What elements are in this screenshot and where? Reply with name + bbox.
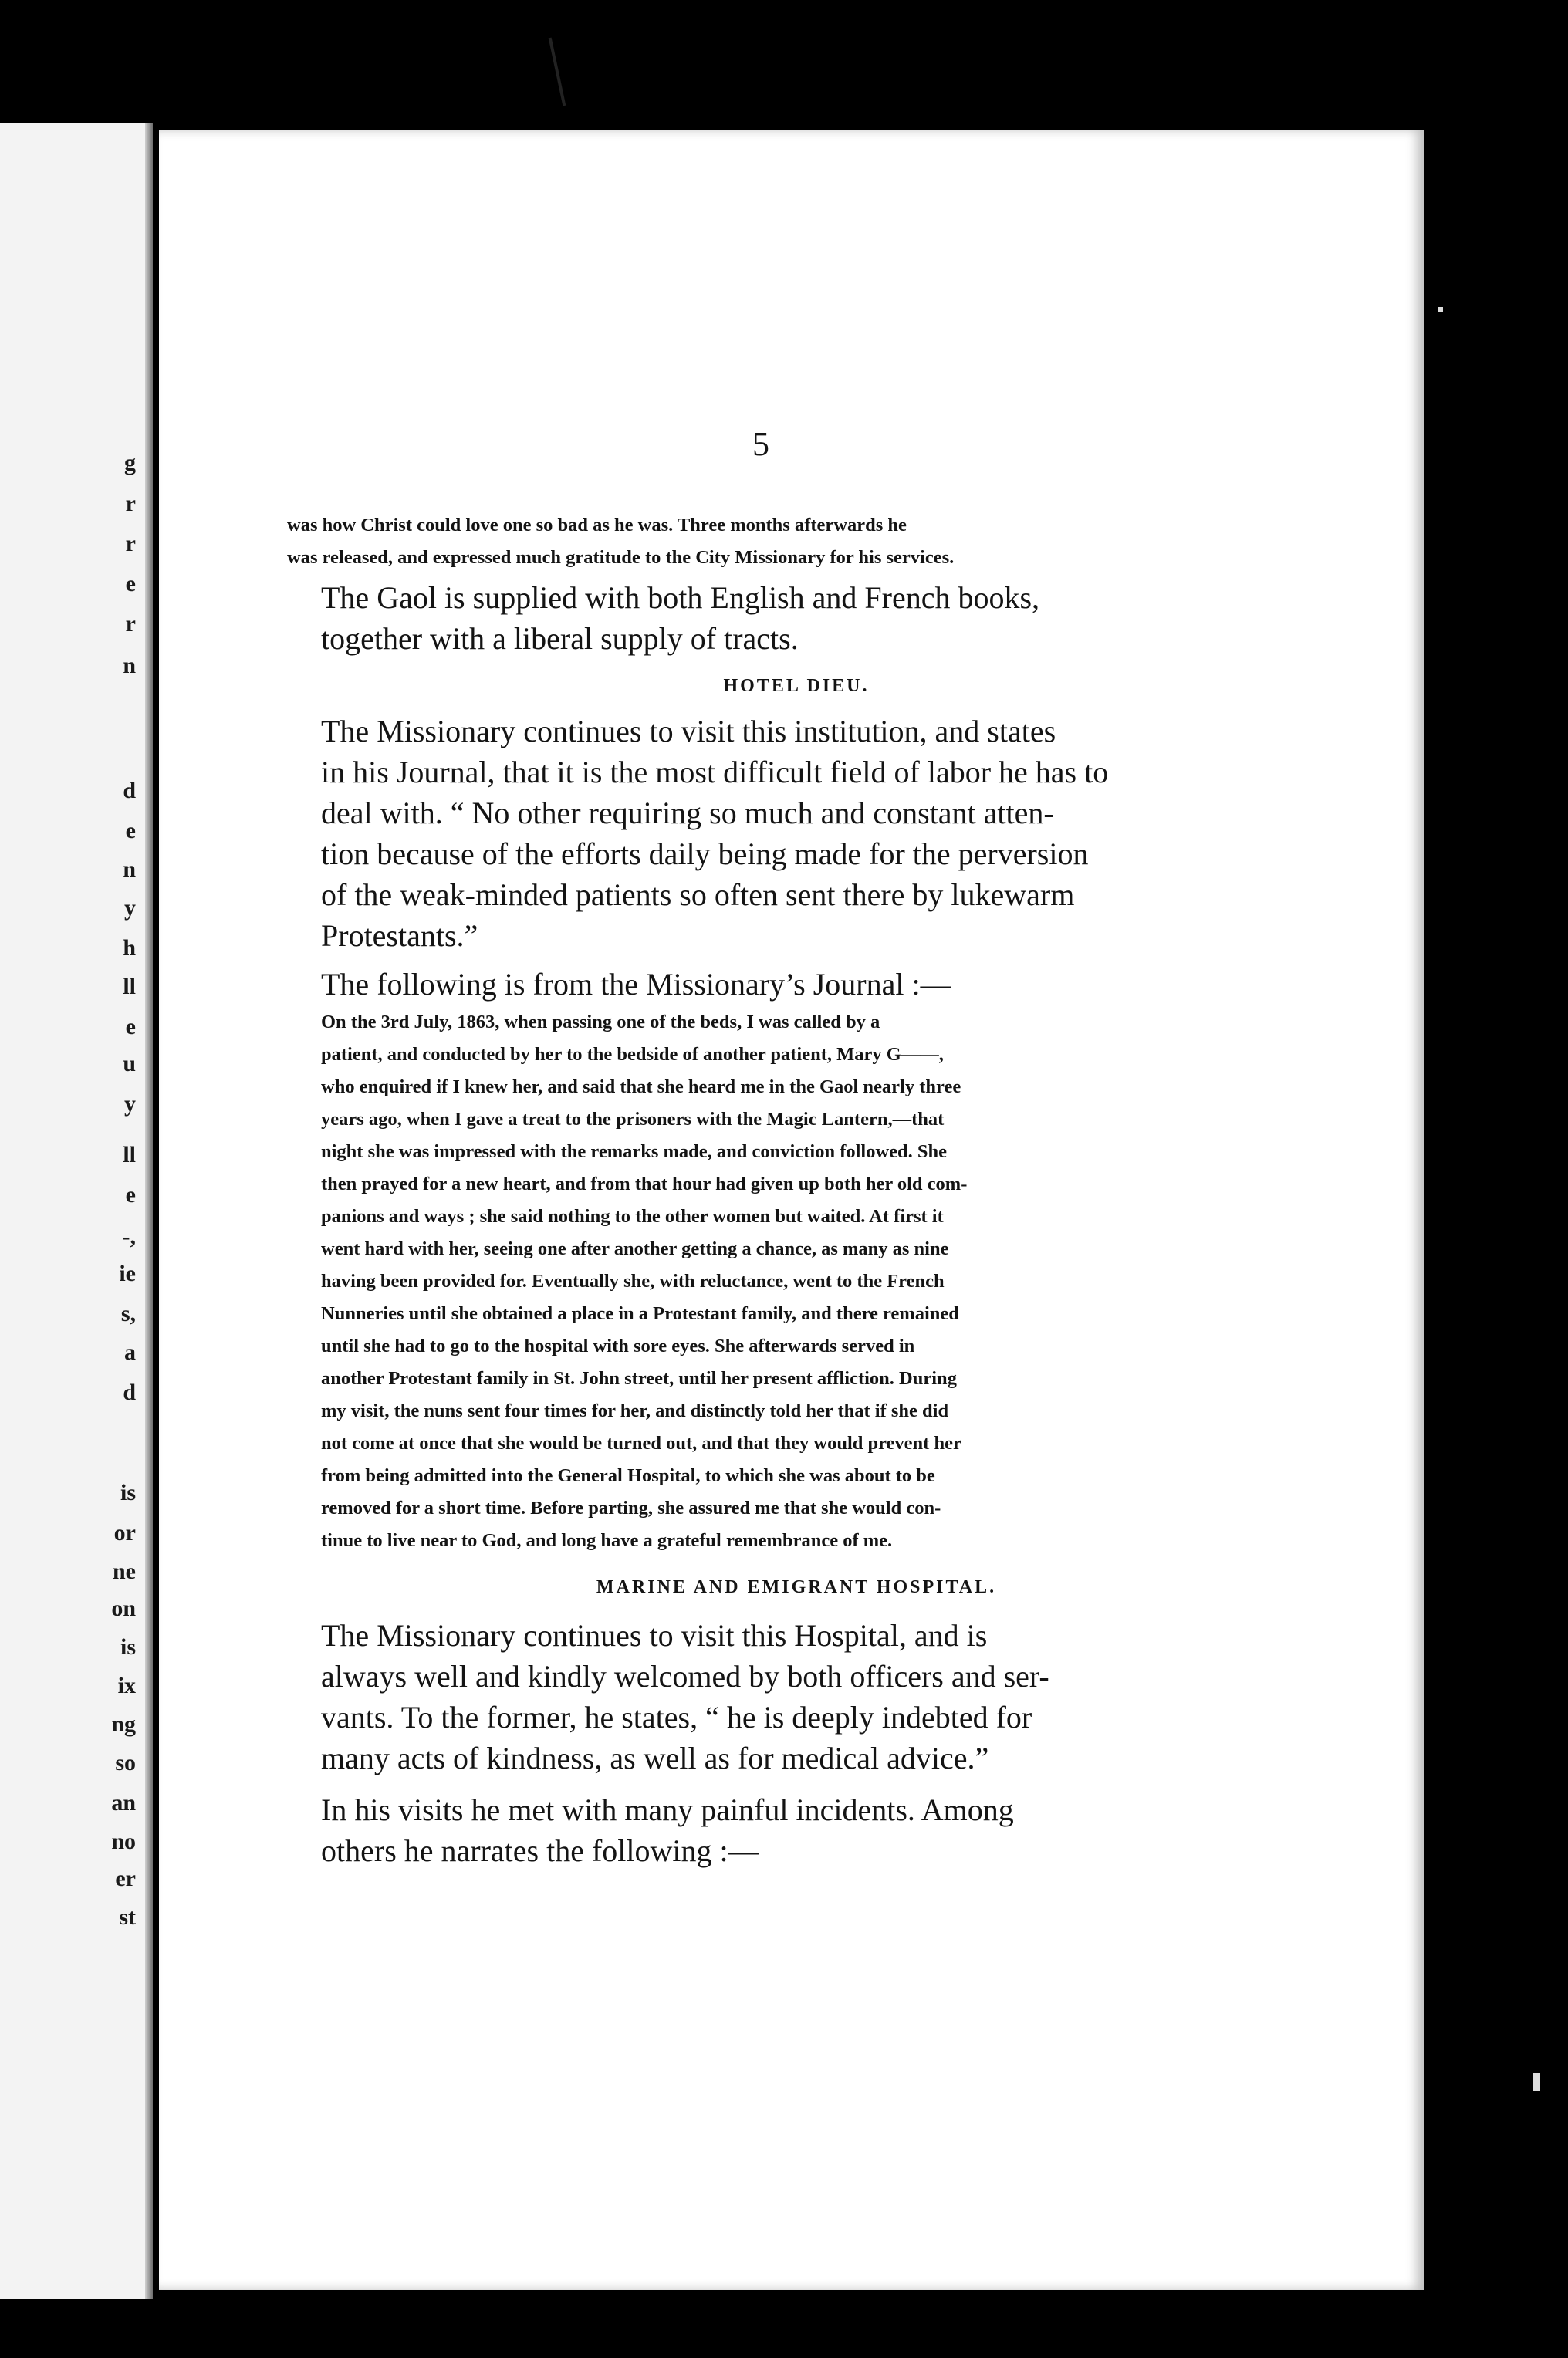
text-line: patient, and conducted by her to the bedside of another patient, Mary G——, [321,1044,944,1065]
text-line: was how Christ could love one so bad as he was. Three months afterwards he [287,515,907,535]
text-line: years ago, when I gave a treat to the prisoners with the Magic Lantern,—that [321,1109,945,1130]
left-page-fragment: ne [113,1559,136,1584]
left-page-fragment: e [125,818,136,843]
left-page-fragment: ll [123,974,136,999]
left-page-fragment: n [123,856,136,882]
scan-speck [1438,307,1443,312]
page-content [287,509,1306,1871]
left-page-fragment: is [120,1480,136,1505]
left-page-fragment: st [119,1904,136,1930]
text-line: tion because of the efforts daily being made for the perversion [321,836,1089,871]
left-facing-page [0,123,153,2299]
left-page-fragment: or [113,1520,136,1546]
marine-hospital-paragraph [287,1615,1306,1779]
text-line: night she was impressed with the remarks made, and conviction followed. She [321,1141,948,1162]
text-line: together with a liberal supply of tracts. [321,621,799,656]
section-heading-marine-hospital: MARINE AND EMIGRANT HOSPITAL. [596,1577,997,1597]
page-number: 5 [752,425,769,463]
left-page-fragment: on [111,1596,136,1621]
left-page-fragment: ng [111,1711,136,1737]
visits-paragraph [287,1789,1306,1871]
journal-intro: The following is from the Missionary’s Journal :— [321,967,951,1002]
left-page-fragment: u [123,1051,136,1076]
journal-entry [287,1006,1306,1557]
left-page-fragment: n [123,653,136,678]
hotel-dieu-paragraph [287,711,1306,956]
left-page-fragment: r [125,611,136,637]
left-page-fragment: r [125,531,136,556]
text-line: always well and kindly welcomed by both officers and ser- [321,1659,1049,1694]
gaol-paragraph [287,577,1306,659]
left-page-fragment: er [115,1866,136,1891]
left-page-fragment: ie [119,1261,136,1286]
text-line: tinue to live near to God, and long have a grateful remembrance of me. [321,1530,893,1551]
text-line: of the weak-minded patients so often sent there by lukewarm [321,877,1075,912]
left-page-fragment: r [125,491,136,516]
left-page-fragment: y [124,1091,136,1117]
text-line: then prayed for a new heart, and from that hour had given up both her old com- [321,1174,968,1194]
text-line: another Protestant family in St. John street, until her present affliction. During [321,1368,957,1389]
text-line: On the 3rd July, 1863, when passing one of the beds, I was called by a [321,1012,880,1032]
scan-speck [1533,2073,1540,2091]
left-page-fragment: is [120,1634,136,1660]
left-page-fragment: g [124,450,136,475]
left-page-fragment: e [125,1014,136,1039]
text-line: Protestants.” [321,918,478,953]
text-line: In his visits he met with many painful incidents. Among [321,1792,1014,1827]
section-heading-hotel-dieu: HOTEL DIEU. [723,676,870,696]
left-page-fragment: a [124,1339,136,1365]
text-line: having been provided for. Eventually she, with reluctance, went to the French [321,1271,945,1292]
left-page-fragment: h [123,935,136,961]
text-line: Nunneries until she obtained a place in a Protestant family, and there remained [321,1303,959,1324]
left-page-fragment: ix [117,1673,136,1698]
text-line: from being admitted into the General Hospital, to which she was about to be [321,1465,935,1486]
text-line: removed for a short time. Before parting, she assured me that she would con- [321,1498,941,1519]
continuation-paragraph [287,509,1306,574]
text-line: The Missionary continues to visit this institution, and states [321,714,1056,748]
left-page-fragment: e [125,1182,136,1208]
left-page-fragment: an [111,1790,136,1816]
text-line: in his Journal, that it is the most difficult field of labor he has to [321,755,1109,789]
text-line: The Missionary continues to visit this Hospital, and is [321,1618,988,1653]
book-page [159,130,1424,2290]
text-line: others he narrates the following :— [321,1833,759,1868]
left-page-fragment: no [111,1829,136,1854]
left-page-fragment: e [125,571,136,596]
page-gutter [145,123,153,2299]
text-line: deal with. “ No other requiring so much and constant atten- [321,796,1054,830]
left-page-fragment: so [115,1750,136,1775]
left-page-fragment: ll [123,1142,136,1167]
text-line: my visit, the nuns sent four times for her, and distinctly told her that if she did [321,1400,949,1421]
left-page-fragment: s, [120,1301,136,1326]
left-page-fragment: d [123,778,136,803]
text-line: vants. To the former, he states, “ he is deeply indebted for [321,1700,1032,1735]
text-line: went hard with her, seeing one after another getting a chance, as many as nine [321,1238,949,1259]
left-page-fragment: d [123,1380,136,1405]
text-line: not come at once that she would be turned out, and that they would prevent her [321,1433,961,1454]
left-page-fragment: -, [122,1224,136,1249]
text-line: panions and ways ; she said nothing to the other women but waited. At first it [321,1206,944,1227]
scan-mark [549,38,566,106]
text-line: was released, and expressed much gratitude to the City Missionary for his services. [287,547,955,568]
text-line: many acts of kindness, as well as for medical advice.” [321,1741,989,1775]
text-line: until she had to go to the hospital with sore eyes. She afterwards served in [321,1336,915,1356]
left-page-fragment: y [124,895,136,921]
text-line: The Gaol is supplied with both English and French books, [321,580,1040,615]
text-line: who enquired if I knew her, and said that she heard me in the Gaol nearly three [321,1076,961,1097]
